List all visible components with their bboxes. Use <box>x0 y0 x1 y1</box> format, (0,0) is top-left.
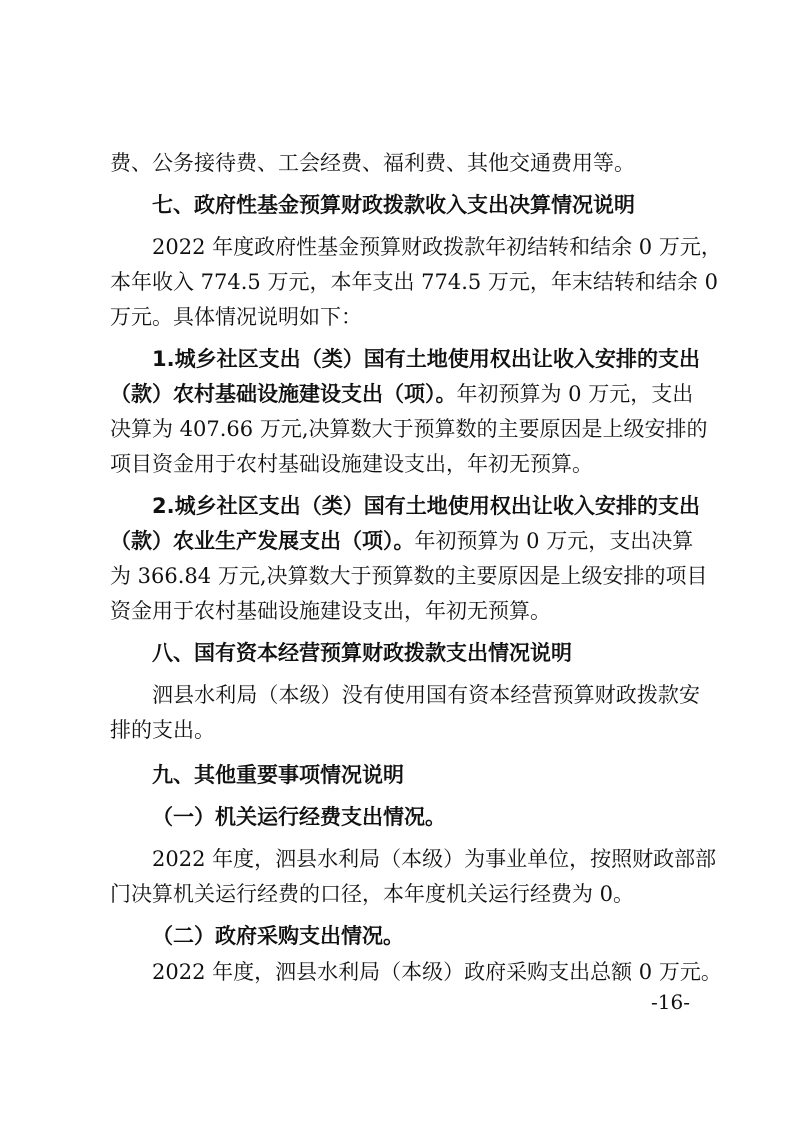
paragraph-line: 项目资金用于农村基础设施建设支出，年初无预算。 <box>110 452 593 476</box>
item-1-title: 1.城乡社区支出（类）国有土地使用权出让收入安排的支出 <box>152 347 700 371</box>
item-2-text: 年初预算为 0 万元，支出决算 <box>414 529 694 553</box>
paragraph-line: 2022 年度政府性基金预算财政拨款年初结转和结余 0 万元， <box>152 235 722 259</box>
section-heading-8: 八、国有资本经营预算财政拨款支出情况说明 <box>152 641 572 665</box>
item-1-title-end: （款）农村基础设施建设支出（项）。 <box>110 382 457 406</box>
subsection-heading-2: （二）政府采购支出情况。 <box>152 924 404 948</box>
section-heading-7: 七、政府性基金预算财政拨款收入支出决算情况说明 <box>152 193 635 217</box>
item-1-line <box>110 377 700 411</box>
paragraph-line: 决算为 407.66 万元,决算数大于预算数的主要原因是上级安排的 <box>110 417 708 441</box>
paragraph-line: 资金用于农村基础设施建设支出，年初无预算。 <box>110 599 551 623</box>
item-2-title-end: （款）农业生产发展支出（项）。 <box>110 529 415 553</box>
section-heading-9: 九、其他重要事项情况说明 <box>152 763 404 787</box>
paragraph-line: 为 366.84 万元,决算数大于预算数的主要原因是上级安排的项目 <box>110 564 708 588</box>
paragraph-line: 门决算机关运行经费的口径，本年度机关运行经费为 0。 <box>110 882 635 906</box>
paragraph-line: 万元。具体情况说明如下： <box>110 305 362 329</box>
paragraph-line: 泗县水利局（本级）没有使用国有资本经营预算财政拨款安 <box>152 683 700 707</box>
item-2-line <box>110 524 700 558</box>
paragraph-line: 费、公务接待费、工会经费、福利费、其他交通费用等。 <box>110 151 635 175</box>
subsection-heading-1: （一）机关运行经费支出情况。 <box>152 805 446 829</box>
paragraph-line: 2022 年度，泗县水利局（本级）为事业单位，按照财政部部 <box>152 847 717 871</box>
page-number: -16- <box>651 990 690 1014</box>
item-2-title: 2.城乡社区支出（类）国有土地使用权出让收入安排的支出 <box>152 494 700 518</box>
paragraph-line: 本年收入 774.5 万元，本年支出 774.5 万元，年末结转和结余 0 <box>110 270 718 294</box>
item-1-text: 年初预算为 0 万元，支出 <box>456 382 694 406</box>
paragraph-line: 2022 年度，泗县水利局（本级）政府采购支出总额 0 万元。 <box>152 960 722 984</box>
paragraph-line: 排的支出。 <box>110 718 215 742</box>
